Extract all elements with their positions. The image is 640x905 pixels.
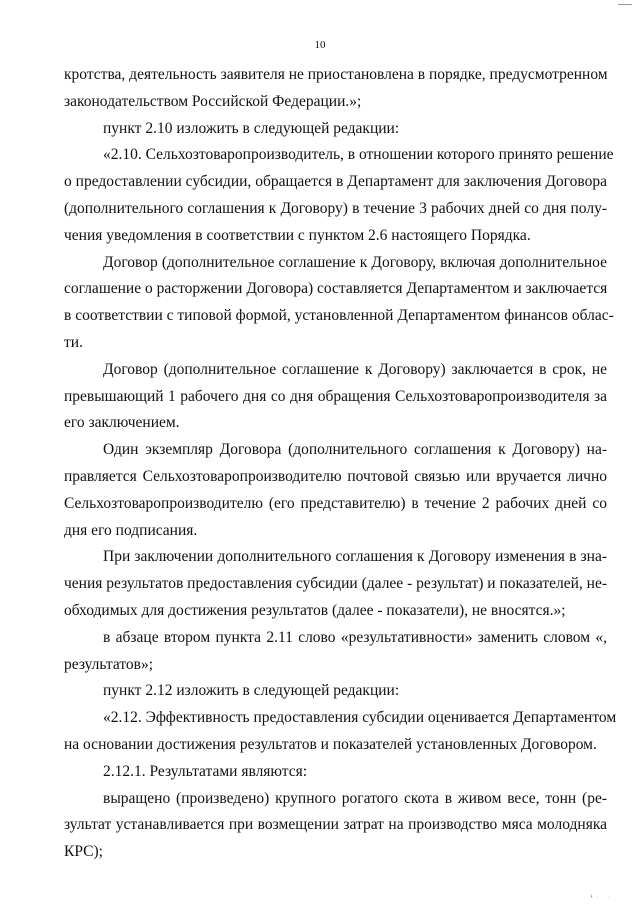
page-corner-mark bbox=[618, 0, 632, 5]
footer-mark: ᵏ· · bbox=[590, 895, 614, 901]
text-line: в соответствии с типовой формой, установленной Департаментом финансов облас- bbox=[64, 307, 614, 325]
text-line: результатов»; bbox=[64, 655, 154, 673]
text-line: Один экземпляр Договора (дополнительного соглашения к Договору) на- bbox=[103, 441, 607, 459]
text-line: При заключении дополнительного соглашения к Договору изменения в зна- bbox=[103, 548, 607, 566]
text-line: дня его подписания. bbox=[64, 521, 198, 539]
text-line: его заключением. bbox=[64, 414, 180, 432]
text-line: Договор (дополнительное соглашение к Договору, включая дополнительное bbox=[103, 253, 607, 271]
page-number: 10 bbox=[314, 39, 326, 51]
text-line: пункт 2.12 изложить в следующей редакции: bbox=[103, 682, 400, 700]
text-line: чения результатов предоставления субсидии (далее - результат) и показателей, не- bbox=[64, 575, 607, 593]
text-line: «2.12. Эффективность предоставления субсидии оценивается Департаментом bbox=[103, 709, 617, 727]
text-line: в абзаце втором пункта 2.11 слово «результативности» заменить словом «, bbox=[103, 628, 607, 646]
text-line: выращено (произведено) крупного рогатого скота в живом весе, тонн (ре- bbox=[103, 789, 607, 807]
text-line: 2.12.1. Результатами являются: bbox=[103, 762, 308, 780]
text-line: ти. bbox=[64, 333, 83, 351]
text-line: (дополнительного соглашения к Договору) в течение 3 рабочих дней со дня полу- bbox=[64, 199, 607, 217]
text-line: Сельхозтоваропроизводителю (его представителю) в течение 2 рабочих дней со bbox=[64, 494, 607, 512]
text-line: на основании достижения результатов и показателей установленных Договором. bbox=[64, 735, 597, 753]
document-body bbox=[64, 62, 617, 866]
text-line: обходимых для достижения результатов (далее - показатели), не вносятся.»; bbox=[64, 601, 566, 619]
text-line: «2.10. Сельхозтоваропроизводитель, в отношении которого принято решение bbox=[103, 146, 614, 164]
text-line: зультат устанавливается при возмещении затрат на производство мяса молодняка bbox=[64, 816, 607, 834]
text-line: о предоставлении субсидии, обращается в Департамент для заключения Договора bbox=[64, 173, 607, 191]
text-line: законодательством Российской Федерации.»; bbox=[64, 92, 362, 110]
text-line: Договор (дополнительное соглашение к Договору) заключается в срок, не bbox=[103, 360, 607, 378]
text-line: КРС); bbox=[64, 843, 103, 861]
text-line: пункт 2.10 изложить в следующей редакции: bbox=[103, 119, 400, 137]
text-line: соглашение о расторжении Договора) составляется Департаментом и заключается bbox=[64, 280, 608, 298]
text-line: правляется Сельхозтоваропроизводителю почтовой связью или вручается лично bbox=[64, 467, 607, 485]
text-line: кротства, деятельность заявителя не приостановлена в порядке, предусмотренном bbox=[64, 66, 608, 83]
text-line: чения уведомления в соответствии с пунктом 2.6 настоящего Порядка. bbox=[64, 226, 531, 244]
text-line: превышающий 1 рабочего дня со дня обращения Сельхозтоваропроизводителя за bbox=[64, 387, 607, 405]
